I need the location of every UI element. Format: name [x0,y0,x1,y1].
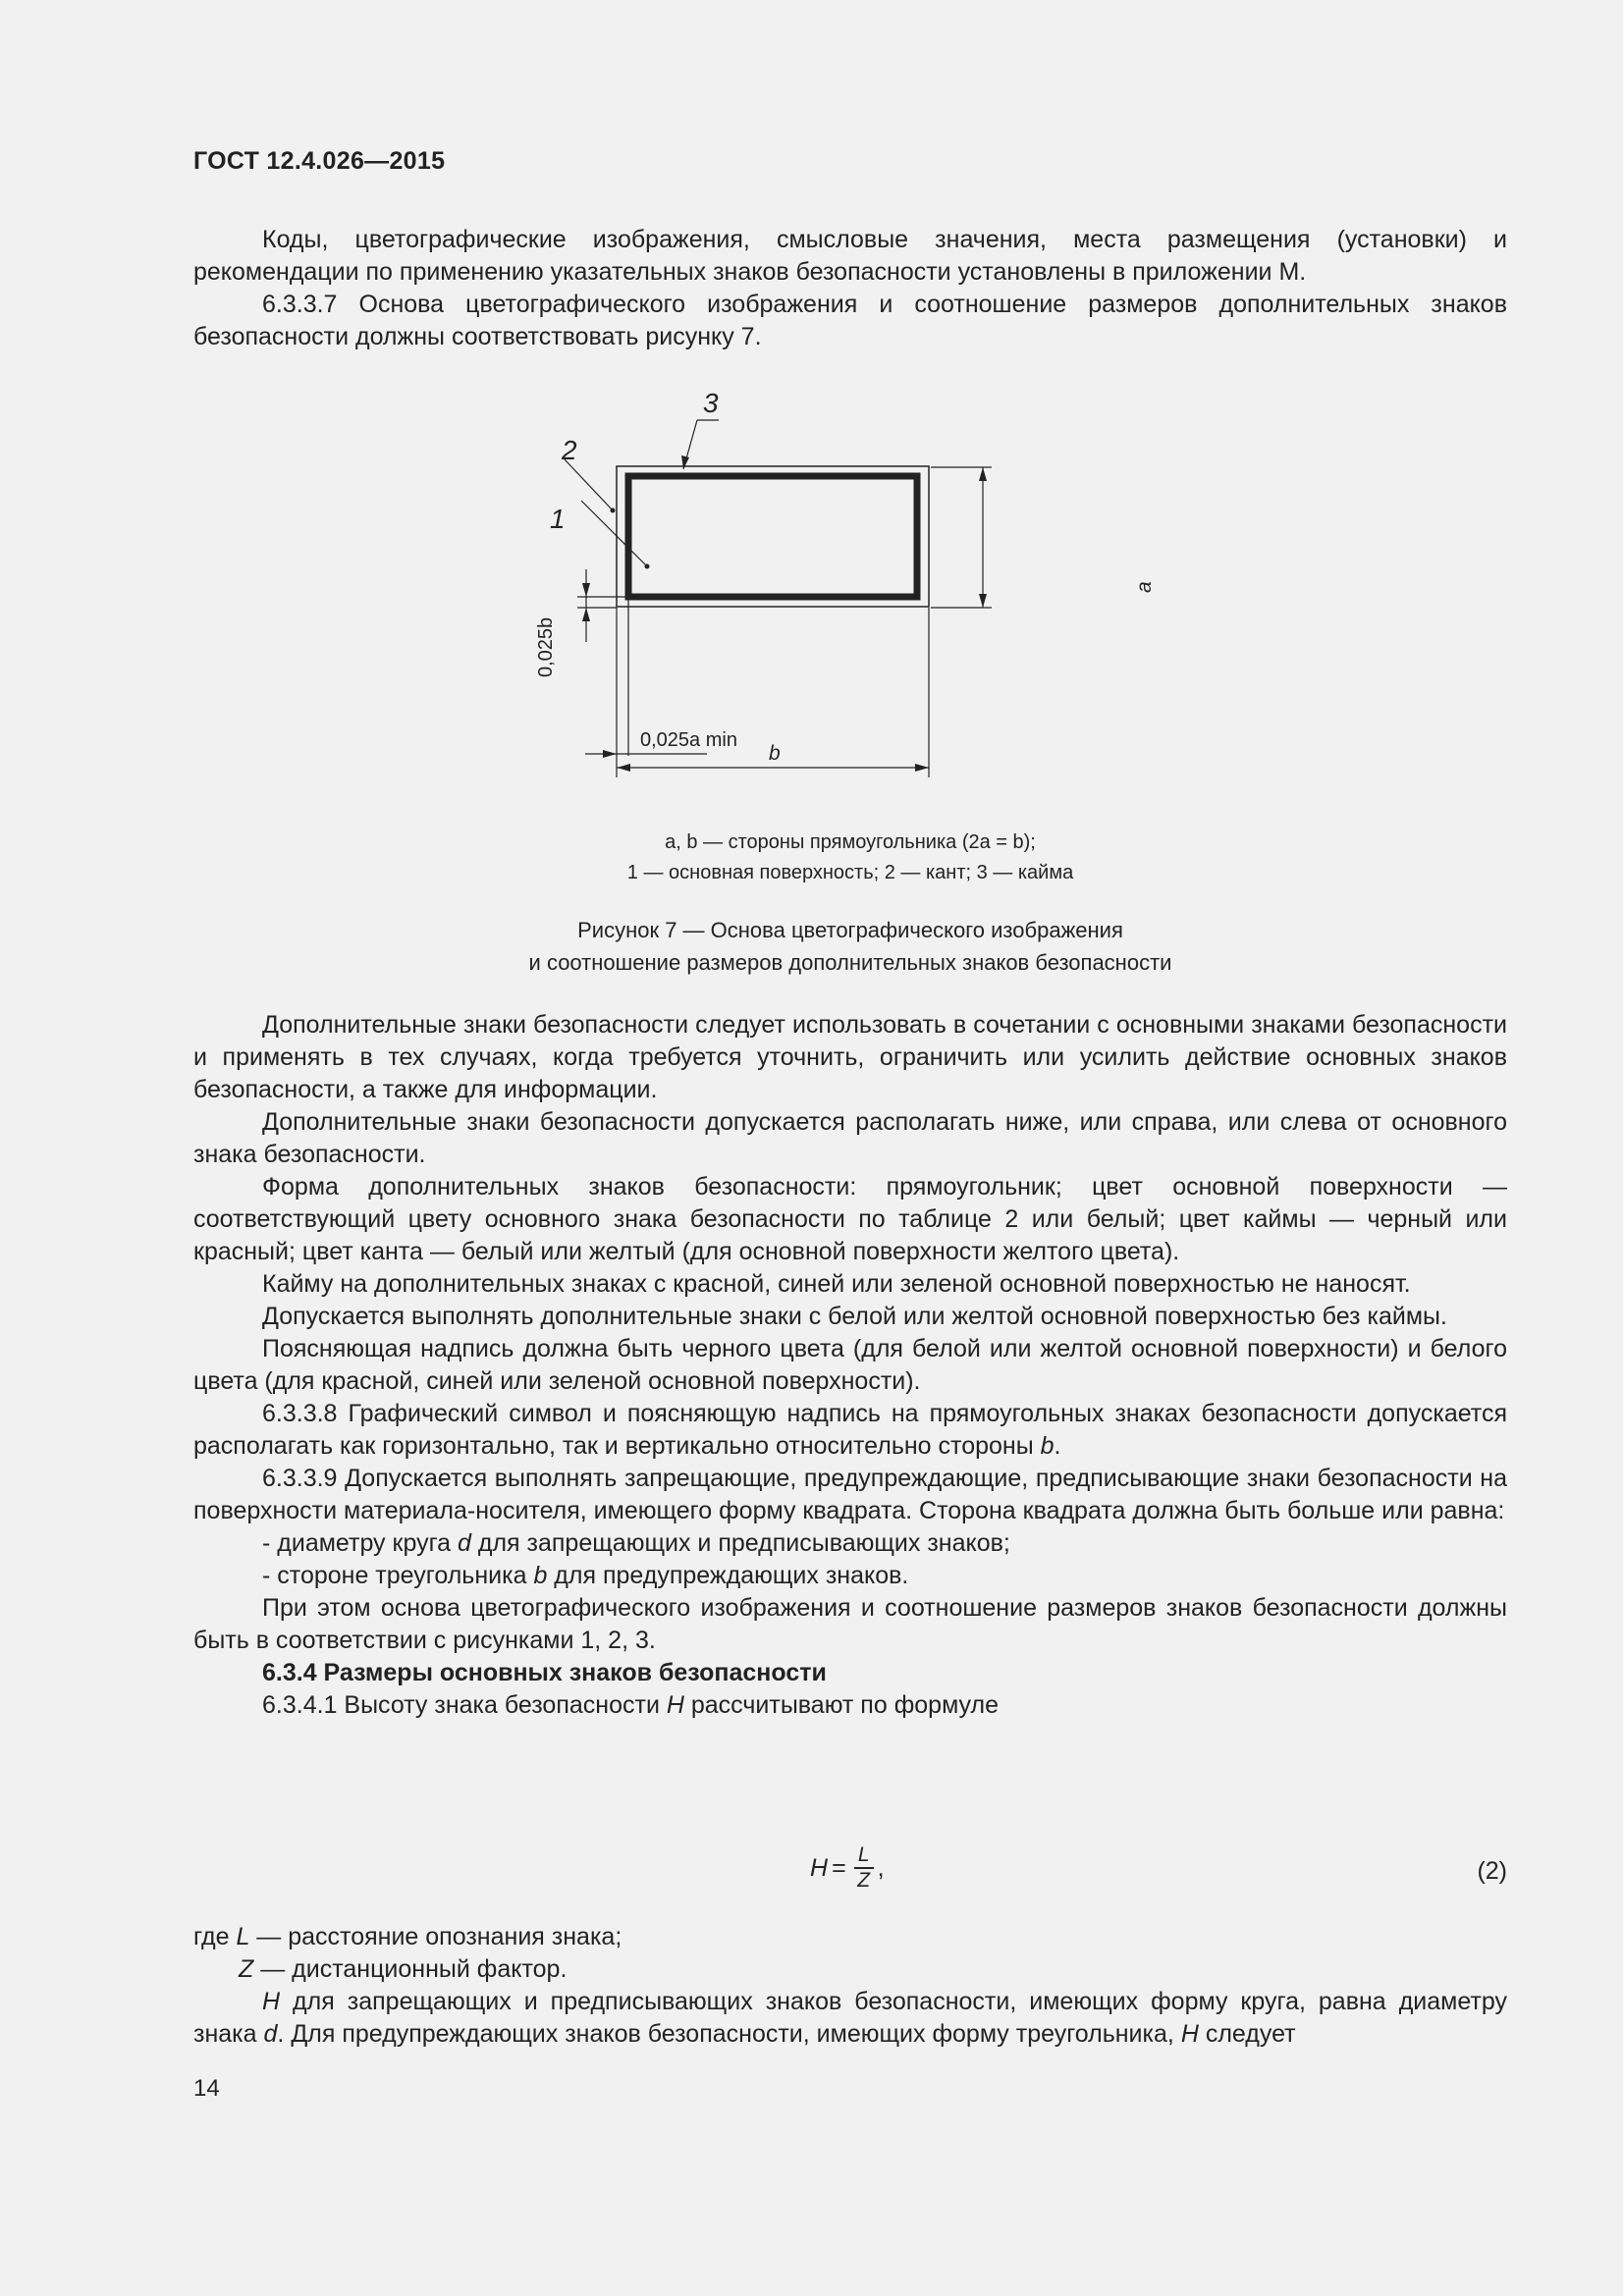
caption-line: и соотношение размеров дополнительных знаков безопасности [528,950,1172,975]
paragraph: Дополнительные знаки безопасности следует использовать в сочетании с основными знаками безопасности и применять в тех случаях, когда требуется уточнить, ограничить или усилить действие основных знаков безопасности, а также для информации. [193,1011,1507,1103]
paragraph: Форма дополнительных знаков безопасности: прямоугольник; цвет основной поверхности — соответствующий цвету основного знака безопасности по таблице 2 или белый; цвет каймы — черный или красный; цвет канта — белый или желтый (для основной поверхности желтого цвета). [193,1173,1507,1265]
callout-1: 1 [550,504,566,534]
leader-2 [565,459,613,510]
formula-expression: H = $\frac{L}{Z}$ , [810,1843,885,1892]
section-heading: 6.3.4 Размеры основных знаков безопасности [262,1659,827,1686]
leader-3-arrow [681,455,689,469]
paragraph: Коды, цветографические изображения, смысловые значения, места размещения (установки) и рекомендации по применению указательных знаков безопасности установлены в приложении М. [193,226,1507,286]
dim-025b-label: 0,025b [535,616,557,677]
paragraph: 6.3.3.9 Допускается выполнять запрещающие, предупреждающие, предписывающие знаки безопасности на поверхности материала-носителя, имеющего форму квадрата. Сторона квадрата должна быть больше или равна: [193,1465,1507,1524]
outer-edge-rect [617,466,929,607]
leader-1-dot [645,564,650,569]
fraction: $\frac{L}{Z}$ [854,1843,874,1893]
paragraph: 6.3.3.8 Графический символ и поясняющую надпись на прямоугольных знаках безопасности допускается располагать как горизонтально, так и вертикально относительно стороны b. [193,1400,1507,1460]
list-item: - диаметру круга d для запрещающих и предписывающих знаков; [262,1529,1010,1557]
formula-2 [193,1838,1507,1906]
figure-legend [193,828,1507,888]
caption-line: Рисунок 7 — Основа цветографического изображения [577,918,1123,942]
formula-definitions [193,1921,622,1986]
legend-line: a, b — стороны прямоугольника (2a = b); [665,831,1036,853]
leader-2-dot [611,508,616,513]
paragraph: 6.3.3.7 Основа цветографического изображения и соотношение размеров дополнительных знаков безопасности должны соответствовать рисунку 7. [193,291,1507,350]
dim-b-label: b [769,742,781,765]
callout-3: 3 [703,388,719,418]
dim-025a-label: 0,025a min [640,729,737,751]
definition-L: где L — расстояние опознания знака; [193,1923,622,1950]
dim-a-label: a [1133,581,1156,593]
body-text [193,1009,1507,1722]
equation-number: (2) [1477,1857,1507,1885]
paragraph: 6.3.4.1 Высоту знака безопасности H рассчитывают по формуле [262,1691,999,1719]
definition-Z: Z — дистанционный фактор. [239,1955,568,1983]
legend-line: 1 — основная поверхность; 2 — кант; 3 — кайма [626,862,1074,883]
paragraph: Поясняющая надпись должна быть черного цвета (для белой или желтой основной поверхности) и белого цвета (для красной, синей или зеленой основной поверхности). [193,1335,1507,1395]
callout-2: 2 [562,435,577,465]
paragraph: Дополнительные знаки безопасности допускается располагать ниже, или справа, или слева от основного знака безопасности. [193,1108,1507,1168]
figure-caption [193,914,1507,979]
document-header: ГОСТ 12.4.026—2015 [193,147,446,175]
paragraph: Допускается выполнять дополнительные знаки с белой или желтой основной поверхностью без каймы. [262,1303,1447,1330]
border-rect [628,476,917,597]
paragraph: H для запрещающих и предписывающих знаков безопасности, имеющих форму круга, равна диаметру знака d. Для предупреждающих знаков безопасности, имеющих форму треугольника, H следует [193,1988,1507,2048]
figure-7 [511,373,1178,825]
final-text [193,1986,1507,2051]
list-item: - стороне треугольника b для предупреждающих знаков. [262,1562,909,1589]
paragraph: При этом основа цветографического изображения и соотношение размеров знаков безопасности должны быть в соответствии с рисунками 1, 2, 3. [193,1594,1507,1654]
page-number: 14 [193,2075,220,2102]
paragraph: Кайму на дополнительных знаках с красной, синей или зеленой основной поверхностью не наносят. [262,1270,1411,1298]
intro-text [193,224,1507,353]
figure-7-drawing [511,373,1178,825]
